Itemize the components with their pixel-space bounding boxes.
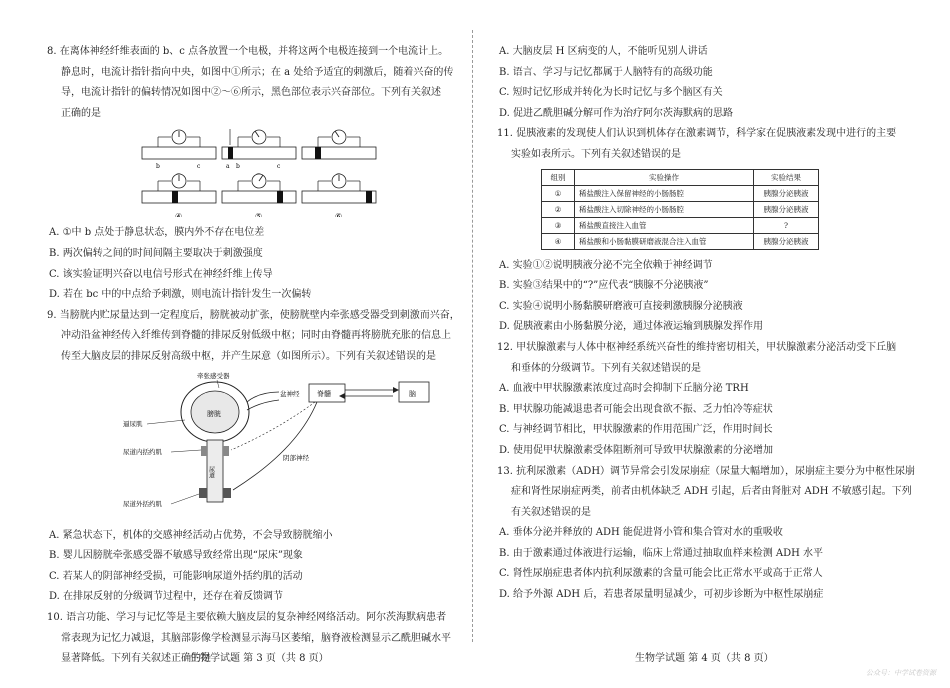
point-c-label: c: [277, 163, 281, 171]
panel-number: ④: [175, 212, 183, 218]
question-8: [47, 42, 454, 306]
table-cell: 稀盐酸和小肠黏膜研磨液混合注入血管: [575, 233, 754, 249]
question-stem: 8. 在离体神经纤维表面的 b、c 点各放置一个电极，并将这两个电极连接到一个电流计上。: [47, 46, 449, 57]
option-c[interactable]: C. 若某人的阴部神经受损，可能影响尿道外括约肌的活动: [49, 570, 303, 582]
panel-5: [222, 174, 296, 217]
table-cell: 胰腺分泌胰液: [754, 201, 819, 217]
point-c-label: c: [197, 163, 201, 171]
question-12: [497, 338, 907, 462]
option-d[interactable]: D. 给予外源 ADH 后，若患者尿量明显减少，可初步诊断为中枢性尿崩症: [499, 589, 824, 601]
panel-6: [302, 174, 376, 217]
question-stem: 症和肾性尿崩症两类，前者由机体缺乏 ADH 引起，后者由肾脏对 ADH 不敏感引起。下列: [511, 486, 912, 498]
option-d[interactable]: D. 若在 bc 中的中点给予刺激，则电流计指针发生一次偏转: [49, 289, 312, 301]
option-c[interactable]: C. 该实验证明兴奋以电信号形式在神经纤维上传导: [49, 268, 273, 280]
question-10-options: [497, 42, 907, 124]
option-a[interactable]: A. 实验①②说明胰液分泌不完全依赖于神经调节: [499, 259, 713, 271]
page-footer-right: 生物学试题 第 4 页（共 8 页）: [635, 653, 774, 664]
page-footer-left: 生物学试题 第 3 页（共 8 页）: [190, 653, 329, 664]
option-d[interactable]: D. 使用促甲状腺激素受体阻断剂可导致甲状腺激素的分泌增加: [499, 444, 774, 456]
question-stem: 冲动沿盆神经传入纤维传到脊髓的排尿反射低级中枢；同时由脊髓再将膀胱充胀的信息上: [61, 330, 451, 342]
question-stem: 传至大脑皮层的排尿反射高级中枢，并产生尿意（如图所示）。下列有关叙述错误的是: [61, 350, 436, 362]
option-c[interactable]: C. 肾性尿崩症患者体内抗利尿激素的含量可能会比正常水平或高于正常人: [499, 568, 823, 580]
detrusor-label: 逼尿肌: [123, 419, 143, 428]
urethra-label: 尿道: [207, 465, 215, 478]
option-d[interactable]: D. 促进乙酰胆碱分解可作为治疗阿尔茨海默病的思路: [499, 107, 734, 119]
brain-label: 脑: [409, 389, 416, 398]
left-column: [47, 42, 460, 670]
option-a[interactable]: A. 血液中甲状腺激素浓度过高时会抑制下丘脑分泌 TRH: [499, 383, 749, 395]
question-stem: 12. 甲状腺激素与人体中枢神经系统兴奋性的维持密切相关，甲状腺激素分泌活动受下丘脑: [497, 341, 897, 353]
table-cell: ②: [542, 201, 575, 217]
column-header: 组别: [542, 169, 575, 185]
option-b[interactable]: B. 由于激素通过体液进行运输，临床上常通过抽取血样来检测 ADH 水平: [499, 547, 824, 559]
question-stem: 常表现为记忆力减退，其脑部影像学检测显示海马区萎缩，脑脊液检测显示乙酰胆碱水平: [61, 632, 451, 644]
question-stem: 显著降低。下列有关叙述正确的是: [61, 653, 211, 665]
option-c[interactable]: C. 短时记忆形成并转化为长时记忆与多个脑区有关: [499, 87, 723, 99]
option-c[interactable]: C. 与神经调节相比，甲状腺激素的作用范围广泛，作用时间长: [499, 424, 773, 436]
question-stem: 和垂体的分级调节。下列有关叙述错误的是: [511, 362, 701, 374]
option-a[interactable]: A. 垂体分泌并释放的 ADH 能促进肾小管和集合管对水的重吸收: [499, 527, 783, 539]
panel-2: [222, 129, 296, 181]
option-a[interactable]: A. 大脑皮层 H 区病变的人，不能听见别人讲话: [499, 46, 708, 57]
watermark: 公众号：中学试卷资源: [866, 669, 936, 677]
stretch-receptor-label: 牵张感受器: [197, 371, 230, 380]
table-cell: 稀盐酸注入切除神经的小肠肠腔: [575, 201, 754, 217]
question-stem: 有关叙述错误的是: [511, 506, 591, 518]
option-b[interactable]: B. 婴儿因膀胱牵张感受器不敏感导致经常出现“尿床”现象: [49, 550, 303, 562]
option-a[interactable]: A. ①中 b 点处于静息状态，膜内外不存在电位差: [49, 227, 265, 239]
question-11: [497, 124, 907, 338]
spinal-cord-label: 脊髓: [317, 389, 331, 398]
option-d[interactable]: D. 促胰液素由小肠黏膜分泌，通过体液运输到胰腺发挥作用: [499, 321, 764, 333]
column-header: 实验结果: [754, 169, 819, 185]
table-cell: ④: [542, 233, 575, 249]
point-a-label: a: [226, 163, 230, 171]
bladder-label: 膀胱: [207, 409, 221, 418]
table-cell: ?: [754, 217, 819, 233]
point-b-label: b: [156, 163, 160, 171]
question-stem: 实验如表所示。下列有关叙述错误的是: [511, 148, 681, 160]
micturition-reflex-figure: [47, 370, 447, 522]
option-b[interactable]: B. 实验③结果中的“?”应代表“胰腺不分泌胰液”: [499, 280, 709, 292]
right-column: [497, 42, 916, 606]
panel-3: [302, 130, 376, 181]
question-stem: 静息时，电流计指针指向中央，如图中①所示；在 a 处给予适宜的刺激后，随着兴奋的传: [61, 66, 454, 78]
table-cell: ③: [542, 217, 575, 233]
table-header-row: [542, 169, 819, 185]
option-b[interactable]: B. 两次偏转之间的时间间隔主要取决于刺激强度: [49, 247, 263, 259]
option-a[interactable]: A. 紧急状态下，机体的交感神经活动占优势，不会导致膀胱缩小: [49, 529, 333, 541]
question-stem: 9. 当膀胱内贮尿量达到一定程度后，膀胱被动扩张，使膀胱壁内牵张感受器受到刺激而兴奋，: [47, 309, 460, 321]
panel-4: [142, 174, 216, 217]
external-sphincter-label: 尿道外括约肌: [123, 499, 162, 508]
table-row: [542, 185, 819, 201]
pudendal-nerve-label: 阴部神经: [283, 453, 309, 462]
option-c[interactable]: C. 实验④说明小肠黏膜研磨液可直接刺激胰腺分泌胰液: [499, 300, 743, 312]
question-9: [47, 306, 460, 608]
column-header: 实验操作: [575, 169, 754, 185]
option-b[interactable]: B. 甲状腺功能减退患者可能会出现食欲不振、乏力怕冷等症状: [499, 403, 773, 415]
table-cell: 稀盐酸注入保留神经的小肠肠腔: [575, 185, 754, 201]
panel-number: ⑥: [335, 212, 343, 218]
table-cell: 胰腺分泌胰液: [754, 233, 819, 249]
point-b-label: b: [236, 163, 240, 171]
question-stem: 13. 抗利尿激素（ADH）调节异常会引发尿崩症（尿量大幅增加），尿崩症主要分为中枢性尿崩: [497, 465, 916, 477]
table-row: [542, 201, 819, 217]
question-stem: 11. 促胰液素的发现使人们认识到机体存在激素调节，科学家在促胰液素发现中进行的主要: [497, 128, 897, 140]
question-stem: 导，电流计指针的偏转情况如图中②～⑥所示，黑色部位表示兴奋部位。下列有关叙述: [61, 87, 441, 99]
question-13: [497, 462, 916, 606]
table-cell: 胰腺分泌胰液: [754, 185, 819, 201]
pelvic-nerve-label: 盆神经: [280, 389, 300, 398]
table-cell: 稀盐酸直接注入血管: [575, 217, 754, 233]
question-stem: 10. 语言功能、学习与记忆等是主要依赖大脑皮层的复杂神经网络活动。阿尔茨海默病患者: [47, 611, 447, 623]
experiment-table: [541, 169, 819, 250]
table-row: [542, 233, 819, 249]
table-cell: ①: [542, 185, 575, 201]
panel-1: [142, 130, 216, 181]
table-row: [542, 217, 819, 233]
option-d[interactable]: D. 在排尿反射的分级调节过程中，还存在着反馈调节: [49, 591, 284, 603]
internal-sphincter-label: 尿道内括约肌: [123, 447, 162, 456]
column-divider: [472, 30, 473, 642]
question-stem: 正确的是: [61, 107, 101, 119]
option-b[interactable]: B. 语言、学习与记忆都属于人脑特有的高级功能: [499, 66, 713, 78]
panel-number: ⑤: [255, 212, 263, 218]
nerve-fiber-galvanometer-figure: [47, 129, 447, 217]
